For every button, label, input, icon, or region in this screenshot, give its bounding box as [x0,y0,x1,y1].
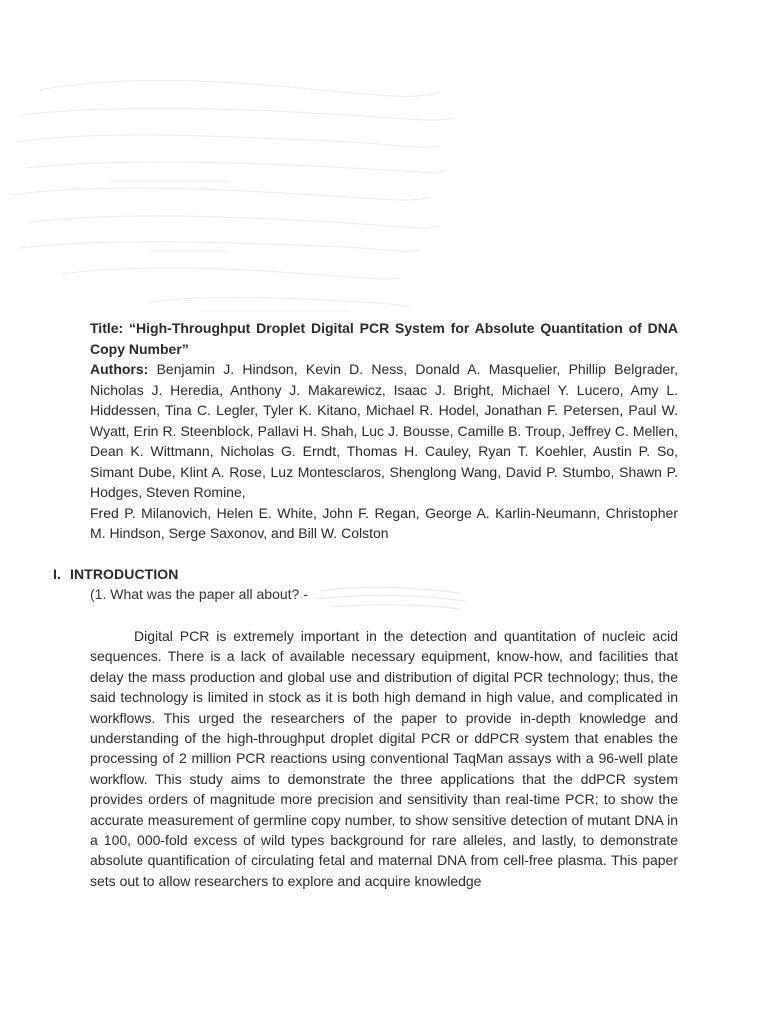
authors-paragraph-continued [90,503,678,544]
guide-question: (1. What was the paper all about? - [90,586,308,602]
redaction-scribble [0,70,470,320]
question-redaction-scribble [310,583,470,613]
paper-title [90,318,678,359]
authors-label: Authors: [90,361,149,377]
introduction-body: Digital PCR is extremely important in the detection and quantitation of nucleic acid sequences. There is a lack of available necessary equipment, know-how, and facilities that delay the mass production and global use and distribution of digital PCR technology; thus, the said technology is limited in stock as it is both high demand in high value, and complicated in workflows. This urged the researchers of the paper to provide in-depth knowledge and understanding of the high-throughput droplet digital PCR or ddPCR system that enables the processing of 2 million PCR reactions using conventional TaqMan assays with a 96-well plate workflow. This study aims to demonstrate the three applications that the ddPCR system provides orders of magnitude more precision and sensitivity than real-time PCR; to show the accurate measurement of germline copy number, to show sensitive detection of mutant DNA in a 100, 000-fold excess of wild types background for rare alleles, and lastly, to demonstrate absolute quantification of circulating fetal and maternal DNA from cell-free plasma. This paper sets out to allow researchers to explore and acquire knowledge [90,628,678,889]
section-heading [53,564,179,584]
authors-list-part1: Benjamin J. Hindson, Kevin D. Ness, Donald A. Masquelier, Phillip Belgrader, Nicholas J. Heredia, Anthony J. Makarewicz, Isaac J. Bright, Michael Y. Lucero, Amy L. Hiddessen, Tina C. Legler, Tyler K. Kitano, Michael R. Hodel, Jonathan F. Petersen, Paul W. Wyatt, Erin R. Steenblock, Pallavi H. Shah, Luc J. Bousse, Camille B. Troup, Jeffrey C. Mellen, Dean K. Wittmann, Nicholas G. Erndt, Thomas H. Cauley, Ryan T. Koehler, Austin P. So, Simant Dube, Klint A. Rose, Luz Montesclaros, Shenglong Wang, David P. Stumbo, Shawn P. Hodges, Steven Romine, [90,361,678,500]
section-number: I. [53,566,61,582]
title-label: Title: [90,320,124,336]
section-heading-text: INTRODUCTION [69,566,179,582]
title-authors-block [90,318,678,544]
authors-paragraph [90,359,678,503]
title-text: “High-Throughput Droplet Digital PCR System for Absolute Quantitation of DNA Copy Number” [90,320,679,357]
authors-list-part2: Fred P. Milanovich, Helen E. White, John F. Regan, George A. Karlin-Neumann, Christopher M. Hindson, Serge Saxonov, and Bill W. Colston [90,504,678,541]
